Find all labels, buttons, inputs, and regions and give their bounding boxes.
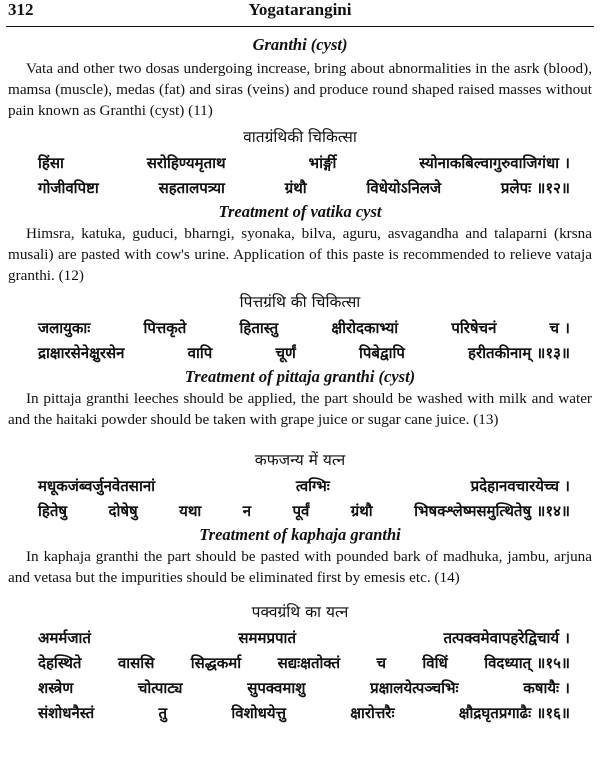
verse-word: पूर्वं (292, 502, 310, 520)
verse-line (8, 474, 592, 499)
verse-word: मधूकजंब्वर्जुनवेतसानां (38, 477, 156, 495)
running-title: Yogatarangini (248, 0, 352, 19)
verse-word: चूर्णं (275, 344, 296, 362)
verse-word: वापि (187, 344, 213, 362)
verse-line (8, 651, 592, 676)
vataja-sanskrit-heading: वातग्रंथिकी चिकित्सा (243, 128, 357, 146)
pittaja-sanskrit-heading: पित्तग्रंथि की चिकित्सा (239, 293, 361, 311)
verse-line (8, 626, 592, 651)
verse-word: सहतालपत्र्या (158, 179, 225, 197)
verse-word: च । (549, 319, 570, 337)
granthi-heading: Granthi (cyst) (252, 35, 348, 54)
verse-line (8, 341, 592, 366)
verse-word: सममप्रपातं (238, 629, 296, 647)
verse-word: विदध्यात् ॥१५॥ (484, 654, 570, 672)
verse-line (8, 151, 592, 176)
verse-word: हितास्तु (239, 319, 279, 337)
vataja-paragraph: Himsra, katuka, guduci, bharngi, syonaka, bilva, aguru, asvagandha and talaparni (krsna musali) are pasted with cow's urine. Application of this paste is recommended to relieve vataja granthi. (12) (8, 225, 592, 284)
verse-word: हरीतकीनाम् ॥१३॥ (468, 344, 570, 362)
verse-word: हिंसा (38, 154, 64, 172)
verse-word: ग्रंथौ (350, 502, 373, 520)
verse-word: प्रदेहानवचारयेच्च । (470, 477, 570, 495)
verse-word: भिषक्श्लेष्मसमुत्थितेषु ॥१४॥ (414, 502, 570, 520)
verse-word: संशोधनैस्तं (38, 704, 95, 722)
verse-line (8, 676, 592, 701)
verse-word: अमर्मजातं (38, 629, 91, 647)
verse-word: विधिं (422, 654, 448, 672)
verse-word: कषायैः । (523, 679, 570, 697)
kaphaja-heading: Treatment of kaphaja granthi (199, 525, 401, 544)
vataja-heading: Treatment of vatika cyst (218, 202, 382, 221)
verse-word: वाससि (117, 654, 155, 672)
pittaja-paragraph: In pittaja granthi leeches should be applied, the part should be washed with milk and water and the haitaki powder should be taken with grape juice or sugar cane juice. (13) (8, 390, 592, 428)
verse-word: प्रक्षालयेत्पञ्चभिः (370, 679, 459, 697)
verse-word: सिद्धकर्मा (190, 654, 242, 672)
header-rule (6, 26, 594, 27)
verse-word: हितेषु (38, 502, 68, 520)
pakva-verse (8, 626, 592, 726)
verse-word: सद्यःक्षतोक्तं (277, 654, 340, 672)
pakva-sanskrit-heading: पक्वग्रंथि का यत्न (251, 603, 349, 621)
verse-word: विशोधयेत्तु (231, 704, 286, 722)
verse-word: शस्त्रेण (38, 679, 74, 697)
verse-word: ग्रंथौ (284, 179, 307, 197)
verse-word: तत्पक्वमेवापहरेद्विचार्य । (443, 629, 570, 647)
verse-line (8, 701, 592, 726)
verse-word: च (376, 654, 386, 672)
kaphaja-verse (8, 474, 592, 524)
verse-word: त्वग्भिः (295, 477, 330, 495)
pittaja-verse (8, 316, 592, 366)
verse-word: प्रलेपः ॥१२॥ (500, 179, 570, 197)
verse-word: क्षौद्रघृतप्रगाढैः ॥१६॥ (458, 704, 570, 722)
verse-word: न (242, 502, 252, 520)
page-number: 312 (8, 0, 34, 19)
kaphaja-paragraph: In kaphaja granthi the part should be pasted with pounded bark of madhuka, jambu, arjuna and vetasa but the impurities should be eliminated first by emesis etc. (14) (8, 548, 592, 586)
verse-word: सुपक्वमाशु (247, 679, 306, 697)
kaphaja-sanskrit-heading: कफजन्य में यत्न (254, 451, 346, 469)
verse-word: क्षारोत्तरैः (350, 704, 395, 722)
verse-word: देहस्थिते (38, 654, 82, 672)
granthi-paragraph: Vata and other two dosas undergoing increase, bring about abnormalities in the asrk (blood), mamsa (muscle), medas (fat) and siras (veins) and produce round shaped raised masses without pain known as Granthi (cyst) (11) (8, 60, 592, 119)
verse-word: दोषेषु (108, 502, 138, 520)
verse-word: द्राक्षारसेनेक्षुरसेन (38, 344, 125, 362)
verse-word: चोत्पाट्य (137, 679, 183, 697)
verse-line (8, 176, 592, 201)
verse-word: सरोहिण्यमृताथ (146, 154, 226, 172)
verse-word: यथा (179, 502, 202, 520)
verse-word: तु (158, 704, 168, 722)
verse-word: गोजीवपिष्टा (38, 179, 99, 197)
verse-line (8, 499, 592, 524)
page-body (8, 30, 592, 726)
vataja-verse (8, 151, 592, 201)
verse-word: भांर्ङ्गी (308, 154, 337, 172)
verse-word: पिबेद्वापि (358, 344, 405, 362)
verse-word: परिषेचनं (451, 319, 497, 337)
verse-line (8, 316, 592, 341)
verse-word: स्योनाकबिल्वागुरुवाजिगंधा । (419, 154, 570, 172)
verse-word: पित्तकृते (143, 319, 187, 337)
pittaja-heading: Treatment of pittaja granthi (cyst) (184, 367, 416, 386)
verse-word: जलायुकाः (38, 319, 91, 337)
verse-word: विधेयोऽनिलजे (366, 179, 442, 197)
verse-word: क्षीरोदकाभ्यां (331, 319, 399, 337)
